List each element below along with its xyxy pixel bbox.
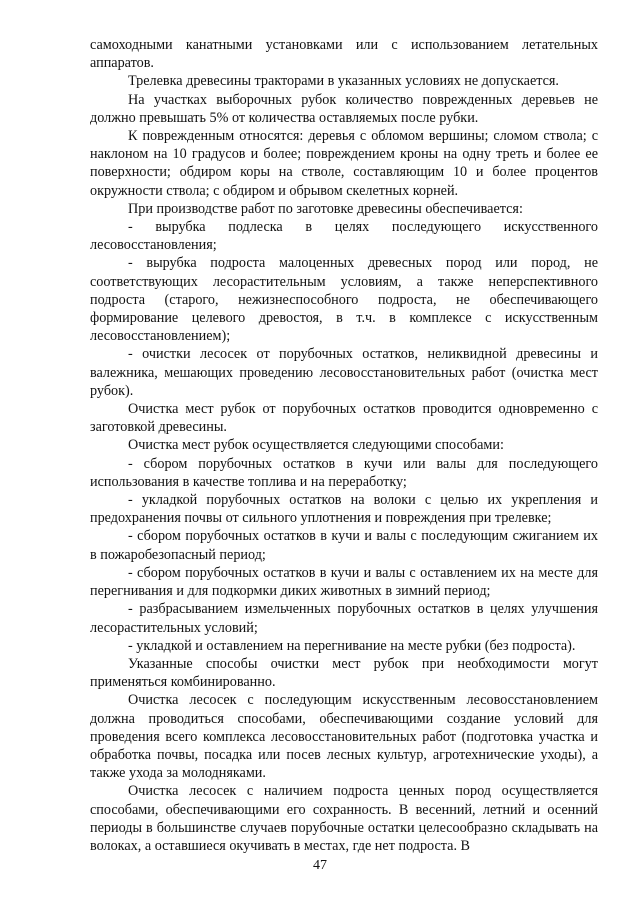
page-number: 47: [313, 858, 327, 873]
list-item: - вырубка подлеска в целях последующего искусственного лесовосстановления;: [90, 219, 598, 254]
list-item: - укладкой и оставлением на перегнивание на месте рубки (без подроста).: [128, 637, 576, 654]
paragraph: Очистка лесосек с наличием подроста ценных пород осуществляется способами, обеспечивающими его сохранность. В весенний, летний и осенний периоды в большинстве случаев порубочные остатки целесообразно складывать на волоках, а оставшиеся окучивать в местах, где нет подроста. В: [90, 783, 598, 854]
list-item: - очистки лесосек от порубочных остатков, неликвидной древесины и валежника, мешающих проведению лесовосстановительных работ (очистка мест рубок).: [90, 346, 598, 399]
paragraph: Очистка мест рубок осуществляется следующими способами:: [128, 437, 504, 454]
paragraph-continuation: самоходными канатными установками или с использованием летательных аппаратов.: [90, 37, 598, 72]
list-item: - сбором порубочных остатков в кучи и валы с последующим сжиганием их в пожаробезопасный период;: [90, 528, 598, 563]
body-text: [90, 36, 598, 855]
paragraph: При производстве работ по заготовке древесины обеспечивается:: [128, 200, 523, 217]
list-item: - вырубка подроста малоценных древесных пород или пород, не соответствующих лесорастительным условиям, а также неперспективного подроста (старого, нежизнеспособного подроста, не обеспечивающего формирование целевого древостоя, в т.ч. в комплексе с искусственным лесовосстановлением);: [90, 255, 598, 345]
list-item: - сбором порубочных остатков в кучи и валы с оставлением их на месте для перегнивания и для подкормки диких животных в зимний период;: [90, 564, 598, 600]
paragraph: На участках выборочных рубок количество поврежденных деревьев не должно превышать 5% от количества оставляемых после рубки.: [90, 91, 598, 126]
paragraph: Очистка мест рубок от порубочных остатков проводится одновременно с заготовкой древесины.: [90, 401, 598, 436]
paragraph: К поврежденным относятся: деревья с обломом вершины; сломом ствола; с наклоном на 10 градусов и более; повреждением кроны на одну треть и более ее поверхности; обдиром коры на стволе, составляющим 10 и более процентов окружности ствола; с обдиром и обрывом скелетных корней.: [90, 128, 598, 199]
paragraph: Трелевка древесины тракторами в указанных условиях не допускается.: [128, 73, 559, 90]
list-item: - разбрасыванием измельченных порубочных остатков в целях улучшения лесорастительных условий;: [90, 601, 598, 636]
list-item: - укладкой порубочных остатков на волоки с целью их укрепления и предохранения почвы от сильного уплотнения и повреждения при трелевке;: [90, 492, 598, 527]
paragraph: Указанные способы очистки мест рубок при необходимости могут применяться комбинированно.: [90, 655, 598, 691]
paragraph: Очистка лесосек с последующим искусственным лесовосстановлением должна проводиться способами, обеспечивающими создание условий для проведения всего комплекса лесовосстановительных работ (подготовка участка и обработка почвы, посадка или посев лесных культур, агротехнические уходы), а также ухода за молодняками.: [90, 692, 598, 782]
list-item: - сбором порубочных остатков в кучи или валы для последующего использования в качестве топлива и на переработку;: [90, 455, 598, 490]
